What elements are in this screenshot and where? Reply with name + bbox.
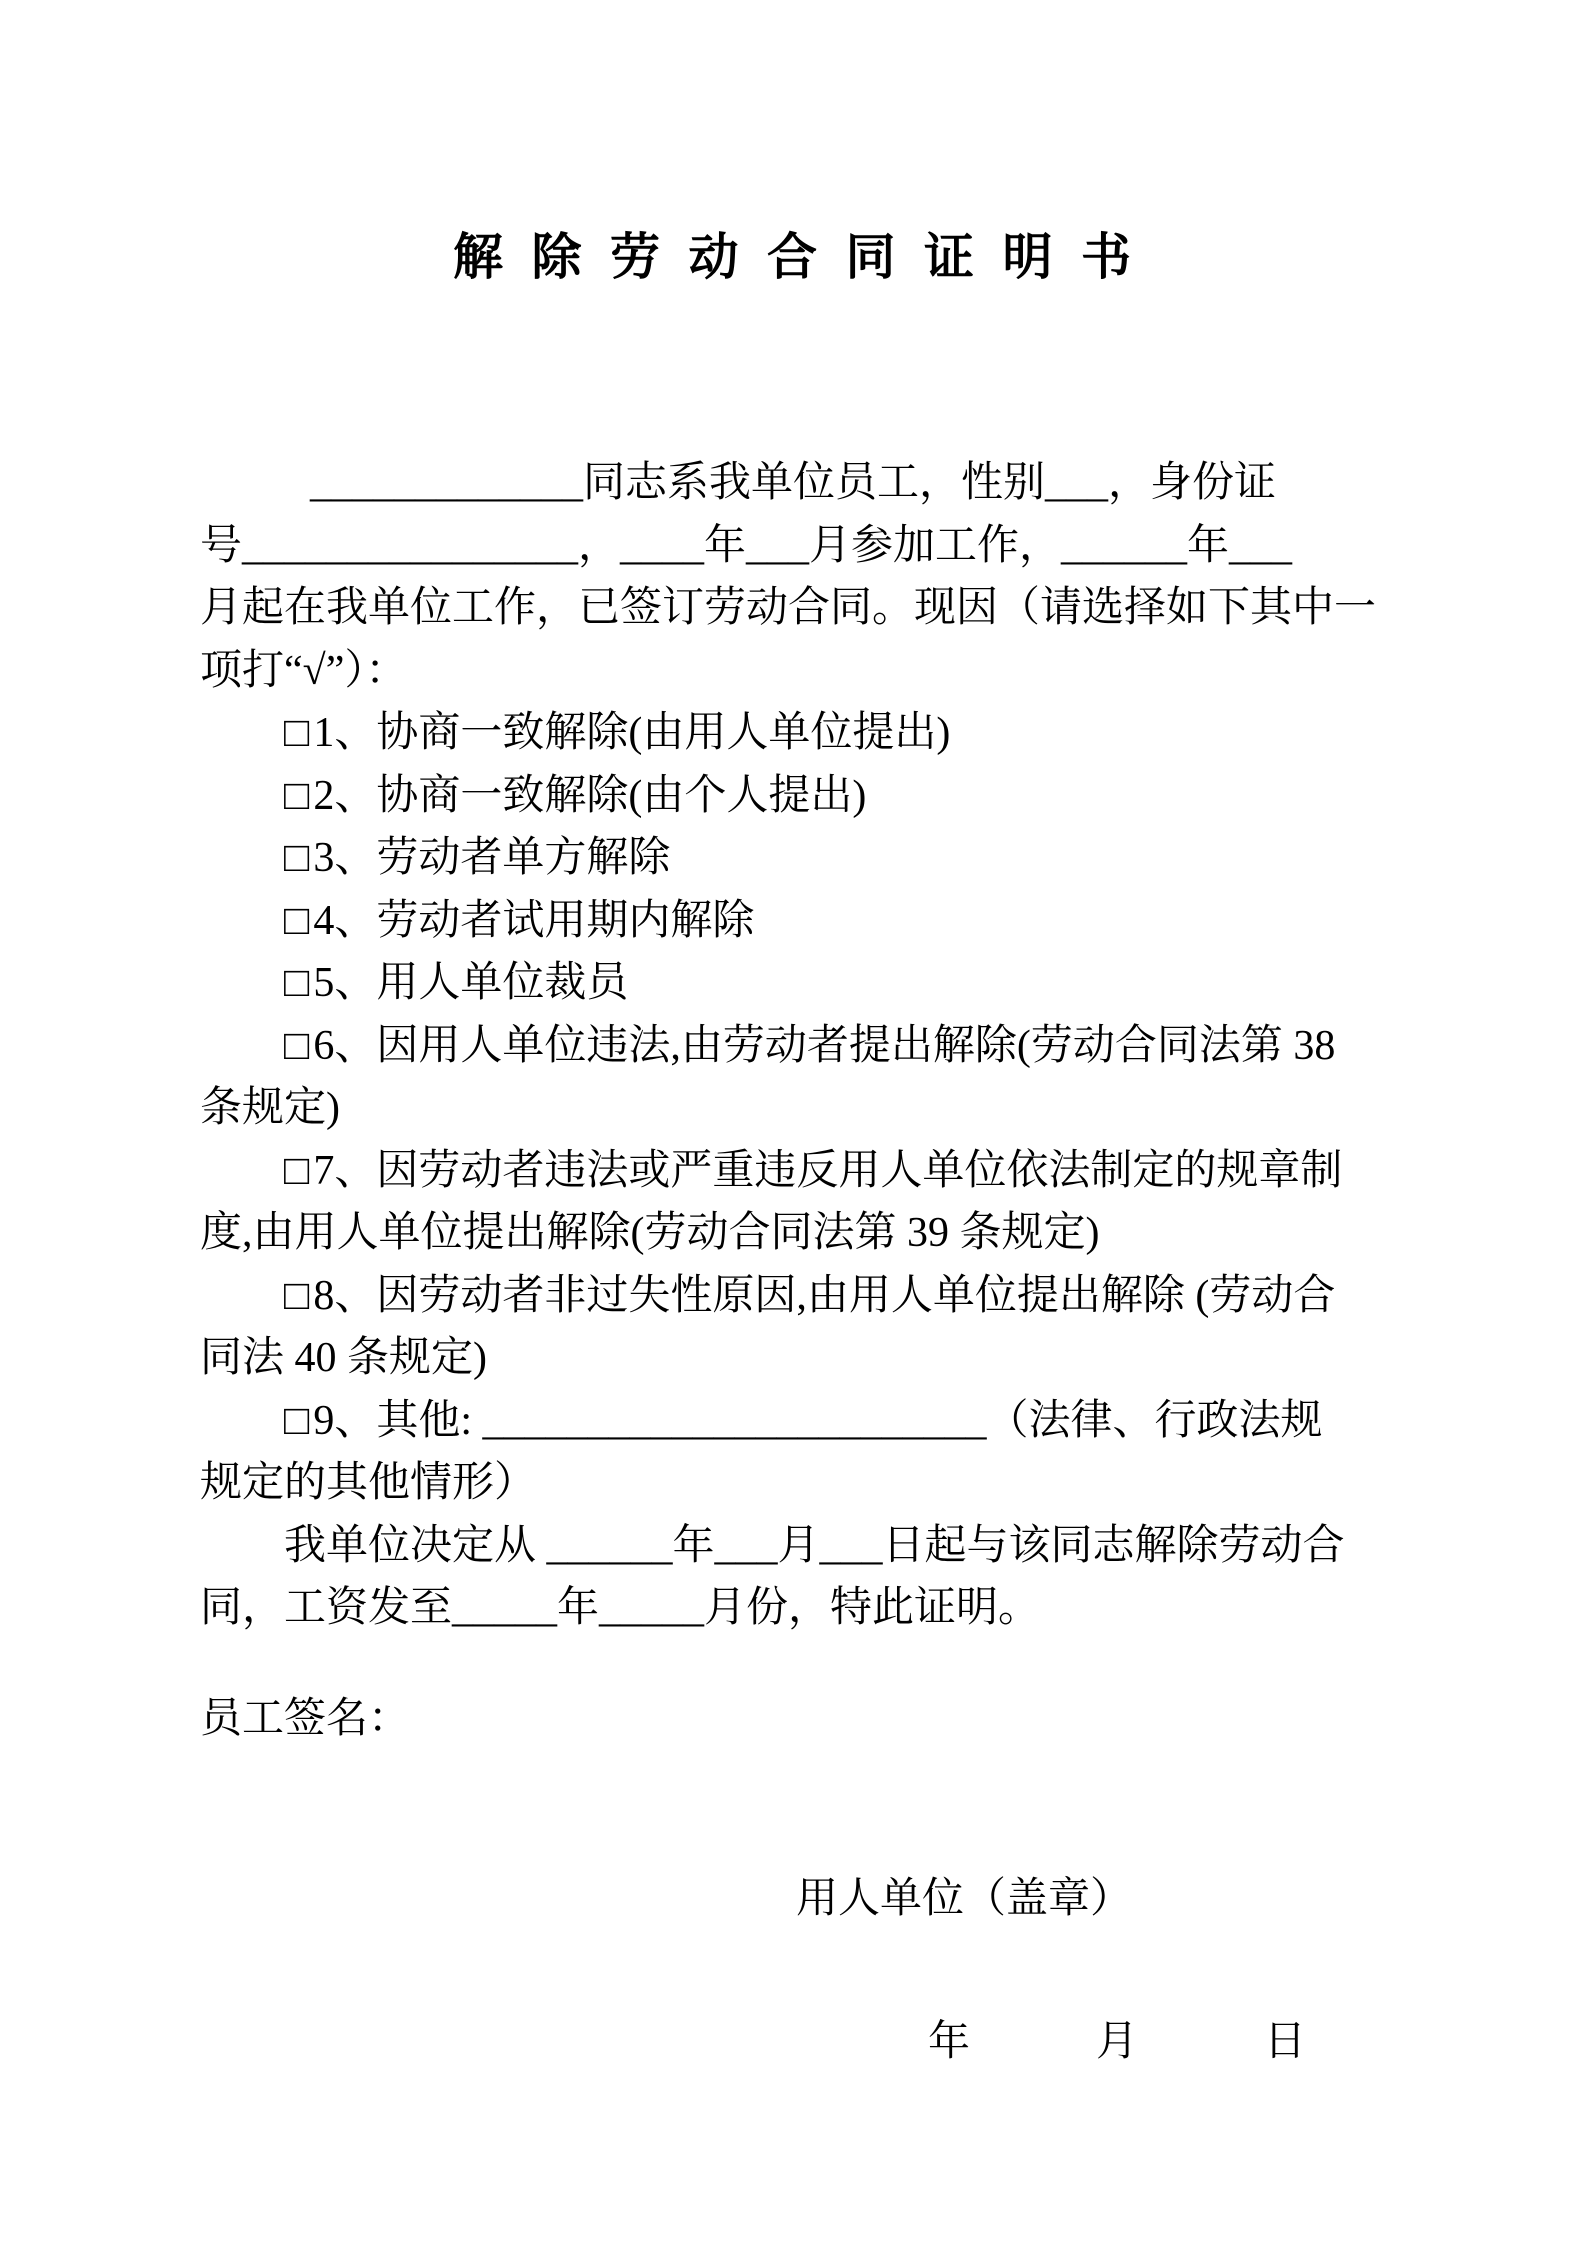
reason-item-8-label: 8、因劳动者非过失性原因,由用人单位提出解除 (劳动合 [313, 1272, 1336, 1319]
checkbox-reason-9[interactable]: □ [284, 1397, 310, 1444]
checkbox-reason-1[interactable]: □ [284, 710, 310, 756]
checkbox-reason-2[interactable]: □ [284, 772, 310, 819]
reason-item-3 [200, 827, 1392, 890]
checkbox-reason-8[interactable]: □ [284, 1272, 310, 1319]
intro-line-4: 项打“√”）： [200, 647, 408, 694]
reason-item-2 [200, 765, 1392, 828]
reason-item-8-continuation: 同法 40 条规定) [200, 1335, 487, 1381]
reason-item-6-continuation: 条规定) [200, 1085, 340, 1131]
reason-item-1 [200, 702, 1392, 765]
employer-seal-label: 用人单位（盖章） [796, 1876, 1133, 1922]
reason-item-4 [200, 890, 1392, 953]
reason-item-3-label: 3、劳动者单方解除 [313, 835, 671, 881]
document-content [200, 222, 1392, 2073]
reason-item-7-continuation: 度,由用人单位提出解除(劳动合同法第 39 条规定) [200, 1210, 1100, 1256]
document-body [200, 452, 1392, 1640]
checkbox-reason-5[interactable]: □ [284, 960, 310, 1006]
reason-item-9-label: 9、其他: ________________________（法律、行政法规 [313, 1397, 1323, 1444]
checkbox-reason-3[interactable]: □ [284, 835, 310, 881]
reason-item-7-label: 7、因劳动者违法或严重违反用人单位依法制定的规章制 [313, 1147, 1343, 1194]
intro-line-2: 号________________，____年___月参加工作，______年___ [200, 522, 1293, 569]
reason-item-5 [200, 952, 1392, 1015]
reason-item-6 [200, 1015, 1392, 1078]
reason-item-7 [200, 1140, 1392, 1203]
reason-item-9 [200, 1390, 1392, 1453]
reason-item-5-label: 5、用人单位裁员 [313, 960, 629, 1006]
checkbox-reason-4[interactable]: □ [284, 897, 310, 944]
reason-item-6-label: 6、因用人单位违法,由劳动者提出解除(劳动合同法第 38 [313, 1022, 1336, 1069]
intro-line-3: 月起在我单位工作，已签订劳动合同。现因（请选择如下其中一 [200, 585, 1377, 631]
closing-line-2: 同，工资发至_____年_____月份，特此证明。 [200, 1585, 1041, 1631]
intro-line-1: _____________同志系我单位员工，性别___，身份证 [310, 460, 1277, 506]
checkbox-reason-7[interactable]: □ [284, 1147, 310, 1194]
reason-item-8 [200, 1265, 1392, 1328]
reason-item-1-label: 1、协商一致解除(由用人单位提出) [313, 710, 951, 756]
reason-item-4-label: 4、劳动者试用期内解除 [313, 897, 755, 944]
employee-signature-label: 员工签名： [200, 1695, 411, 1742]
document-title: 解 除 劳 动 合 同 证 明 书 [453, 229, 1139, 285]
date-line: 年 月 日 [928, 2018, 1307, 2065]
checkbox-reason-6[interactable]: □ [284, 1022, 310, 1069]
reason-item-2-label: 2、协商一致解除(由个人提出) [313, 772, 867, 819]
reason-item-9-continuation: 规定的其他情形） [200, 1460, 537, 1506]
closing-line-1: 我单位决定从 ______年___月___日起与该同志解除劳动合 [284, 1522, 1345, 1569]
